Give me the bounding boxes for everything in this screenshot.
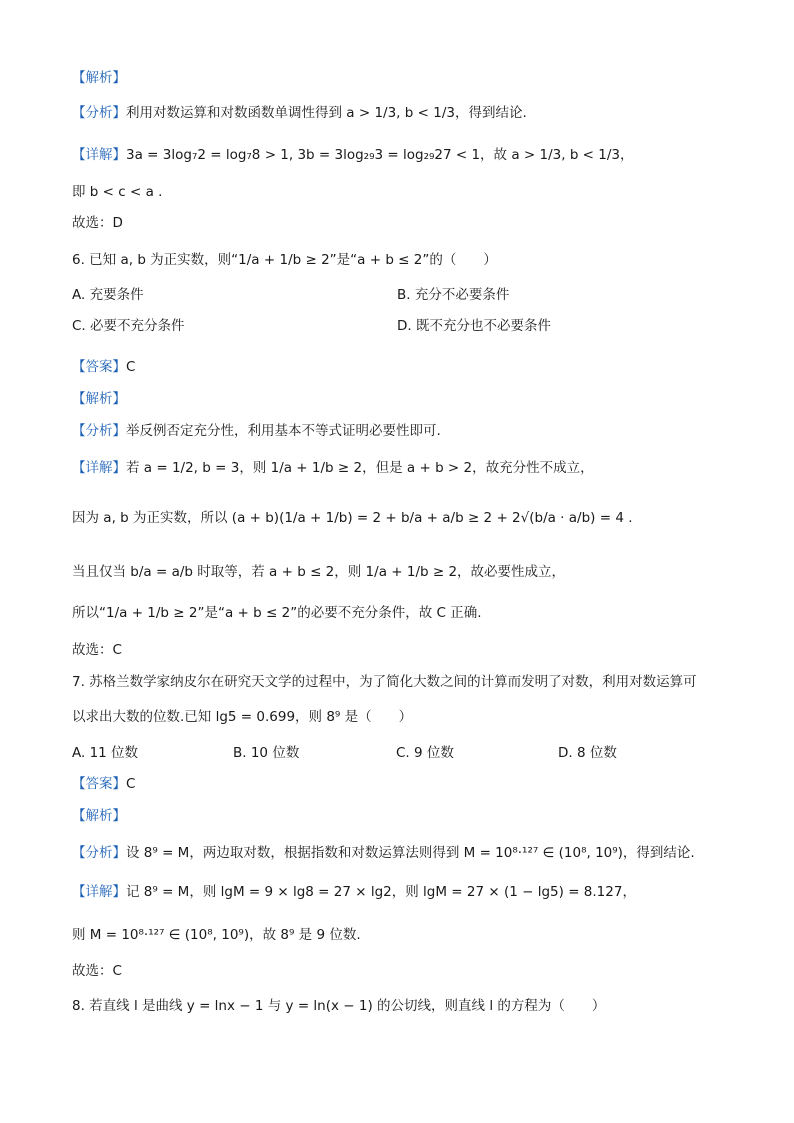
answer-tag: 【答案】 bbox=[72, 359, 126, 375]
q6-analysis-heading: 【解析】 bbox=[72, 391, 126, 407]
q6-option-c: C. 必要不充分条件 bbox=[72, 318, 185, 334]
q7-select-line: 故选：C bbox=[72, 963, 122, 979]
q7-option-b: B. 10 位数 bbox=[233, 745, 300, 761]
q6-xiangjie-line-3: 当且仅当 b/a = a/b 时取等，若 a + b ≤ 2，则 1/a + 1/b ≥ 2，故必要性成立， bbox=[72, 564, 566, 580]
q7-analysis-heading: 【解析】 bbox=[72, 808, 126, 824]
question-7-line-1: 7. 苏格兰数学家纳皮尔在研究天文学的过程中，为了简化大数之间的计算而发明了对数，利用对数运算可 bbox=[72, 674, 697, 690]
question-6: 6. 已知 a, b 为正实数，则“1/a + 1/b ≥ 2”是“a + b ≤ 2”的（ ） bbox=[72, 252, 497, 268]
q6-option-a: A. 充要条件 bbox=[72, 287, 144, 303]
q7-option-d: D. 8 位数 bbox=[558, 745, 617, 761]
q6-option-b: B. 充分不必要条件 bbox=[397, 287, 510, 303]
fenxi-tag: 【分析】 bbox=[72, 105, 126, 121]
q6-fenxi-text: 举反例否定充分性，利用基本不等式证明必要性即可. bbox=[126, 423, 441, 439]
q6-xiangjie-line-4: 所以“1/a + 1/b ≥ 2”是“a + b ≤ 2”的必要不充分条件，故 C 正确. bbox=[72, 605, 482, 621]
select-d-line: 故选：D bbox=[72, 215, 123, 231]
q6-xiangjie-line-2: 因为 a, b 为正实数，所以 (a + b)(1/a + 1/b) = 2 + b/a + a/b ≥ 2 + 2√(b/a · a/b) = 4 . bbox=[72, 510, 633, 526]
q7-option-c: C. 9 位数 bbox=[396, 745, 454, 761]
q6-xiangjie-line-1 bbox=[72, 458, 594, 478]
q6-answer-line bbox=[72, 357, 135, 377]
xiangjie-tag: 【详解】 bbox=[72, 147, 126, 163]
q7-xiangjie-line-2: 则 M = 10⁸·¹²⁷ ∈ (10⁸, 10⁹)，故 8⁹ 是 9 位数. bbox=[72, 927, 361, 943]
q7-answer: C bbox=[126, 776, 136, 792]
question-7-line-2: 以求出大数的位数.已知 lg5 = 0.699，则 8⁹ 是（ ） bbox=[72, 709, 413, 725]
q7-xiangjie-text-1: 记 8⁹ = M，则 lgM = 9 × lg8 = 27 × lg2，则 lgM = 27 × (1 − lg5) = 8.127， bbox=[126, 884, 636, 900]
fenxi-text: 利用对数运算和对数函数单调性得到 a > 1/3, b < 1/3，得到结论. bbox=[126, 105, 527, 121]
xiangjie-tag: 【详解】 bbox=[72, 460, 126, 476]
xiangjie-line bbox=[72, 145, 634, 165]
xiangjie-text: 3a = 3log₇2 = log₇8 > 1, 3b = 3log₂₉3 = log₂₉27 < 1，故 a > 1/3, b < 1/3， bbox=[126, 147, 634, 163]
conclusion-line: 即 b < c < a . bbox=[72, 184, 163, 200]
fenxi-tag: 【分析】 bbox=[72, 423, 126, 439]
q7-answer-line bbox=[72, 774, 135, 794]
xiangjie-tag: 【详解】 bbox=[72, 884, 126, 900]
fenxi-tag: 【分析】 bbox=[72, 845, 126, 861]
q7-xiangjie-line-1 bbox=[72, 882, 636, 902]
analysis-heading: 【解析】 bbox=[72, 70, 126, 86]
q6-select-line: 故选：C bbox=[72, 642, 122, 658]
q6-option-d: D. 既不充分也不必要条件 bbox=[397, 318, 551, 334]
q6-fenxi-line bbox=[72, 421, 441, 441]
analysis-fenxi-line bbox=[72, 103, 527, 123]
q7-fenxi-line bbox=[72, 843, 695, 863]
answer-tag: 【答案】 bbox=[72, 776, 126, 792]
question-8: 8. 若直线 l 是曲线 y = lnx − 1 与 y = ln(x − 1) 的公切线，则直线 l 的方程为（ ） bbox=[72, 998, 606, 1014]
q6-answer: C bbox=[126, 359, 136, 375]
q7-fenxi-text: 设 8⁹ = M，两边取对数，根据指数和对数运算法则得到 M = 10⁸·¹²⁷ ∈ (10⁸, 10⁹)，得到结论. bbox=[126, 845, 695, 861]
q7-option-a: A. 11 位数 bbox=[72, 745, 139, 761]
q6-xiangjie-text-1: 若 a = 1/2, b = 3，则 1/a + 1/b ≥ 2，但是 a + b > 2，故充分性不成立， bbox=[126, 460, 594, 476]
